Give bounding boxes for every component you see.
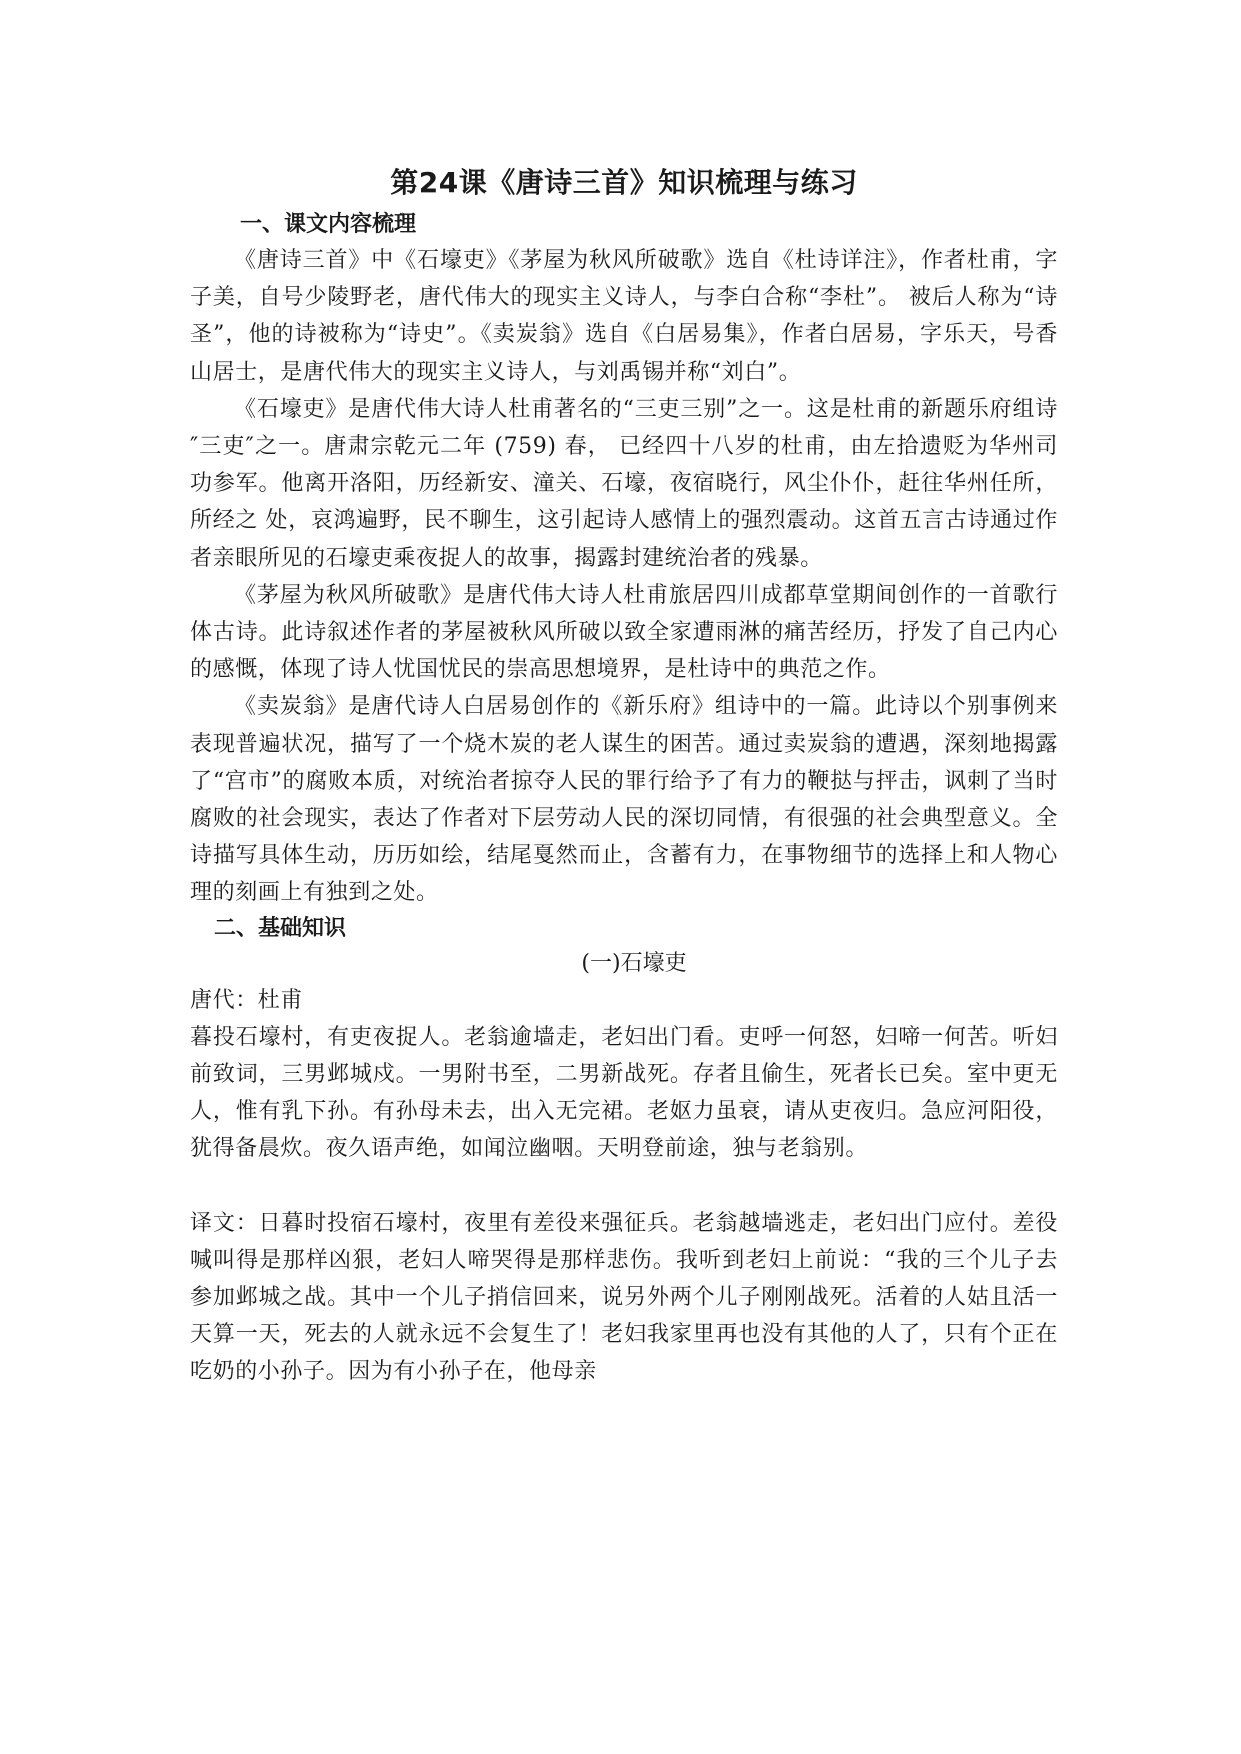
poem-text: 暮投石壕村，有吏夜捉人。老翁逾墙走，老妇出门看。吏呼一何怒，妇啼一何苦。听妇前致词，三男邺城戍。一男附书至，二男新战死。存者且偷生，死者长已矣。室中更无人，惟有乳下孙。有孙母未去，出入无完裙。老妪力虽衰，请从吏夜归。急应河阳役，犹得备晨炊。夜久语声绝，如闻泣幽咽。天明登前途，独与老翁别。 bbox=[190, 1024, 1058, 1162]
section-heading-content: 一、课文内容梳理 bbox=[240, 212, 417, 237]
paragraph-shihaoli: 《石壕吏》是唐代伟大诗人杜甫著名的“三吏三别”之一。这是杜甫的新题乐府组诗 ″三吏″之一。唐肃宗乾元二年 (759) 春， 已经四十八岁的杜甫，由左拾遗贬为华州司功参军。他离开洛阳，历经新安、潼关、石壕，夜宿晓行，风尘仆仆，赶往华州任所，所经之 处，哀鸿遍野，民不聊生，这引起诗人感情上的强烈震动。这首五言古诗通过作者亲眼所见的石壕吏乘夜捉人的故事，揭露封建统治者的残暴。 bbox=[190, 396, 1058, 571]
poem-translation: 译文：日暮时投宿石壕村，夜里有差役来强征兵。老翁越墙逃走，老妇出门应付。差役喊叫得是那样凶狠，老妇人啼哭得是那样悲伤。我听到老妇上前说：“我的三个儿子去参加邺城之战。其中一个儿子捎信回来，说另外两个儿子刚刚战死。活着的人姑且活一天算一天，死去的人就永远不会复生了！老妇我家里再也没有其他的人了，只有个正在吃奶的小孙子。因为有小孙子在，他母亲 bbox=[190, 1210, 1058, 1385]
paragraph-maowu: 《茅屋为秋风所破歌》是唐代伟大诗人杜甫旅居四川成都草堂期间创作的一首歌行体古诗。此诗叙述作者的茅屋被秋风所破以致全家遭雨淋的痛苦经历，抒发了自己内心的感慨，体现了诗人忧国忧民的崇高思想境界，是杜诗中的典范之作。 bbox=[190, 582, 1058, 683]
paragraph-intro: 《唐诗三首》中《石壕吏》《茅屋为秋风所破歌》选自《杜诗详注》，作者杜甫，字子美，自号少陵野老，唐代伟大的现实主义诗人，与李白合称“李杜”。 被后人称为“诗圣”，他的诗被称为“诗史”。《卖炭翁》选自《白居易集》，作者白居易，字乐天，号香山居士，是唐代伟大的现实主义诗人，与刘禹锡并称“刘白”。 bbox=[190, 248, 1058, 385]
paragraph-maitanweng: 《卖炭翁》是唐代诗人白居易创作的《新乐府》组诗中的一篇。此诗以个别事例来表现普遍状况，描写了一个烧木炭的老人谋生的困苦。通过卖炭翁的遭遇，深刻地揭露了“宫市”的腐败本质，对统治者掠夺人民的罪行给予了有力的鞭挞与抨击，讽刺了当时腐败的社会现实，表达了作者对下层劳动人民的深切同情，有很强的社会典型意义。全诗描写具体生动，历历如绘，结尾戛然而止，含蓄有力，在事物细节的选择上和人物心理的刻画上有独到之处。 bbox=[190, 694, 1058, 906]
poem-title: (一)石壕吏 bbox=[581, 950, 687, 976]
document-title: 第24课《唐诗三首》知识梳理与练习 bbox=[390, 166, 858, 199]
document-page bbox=[190, 160, 1058, 1391]
poem-author: 唐代：杜甫 bbox=[190, 987, 304, 1013]
section-heading-basics: 二、基础知识 bbox=[214, 915, 347, 941]
blank-line bbox=[190, 1168, 1058, 1205]
